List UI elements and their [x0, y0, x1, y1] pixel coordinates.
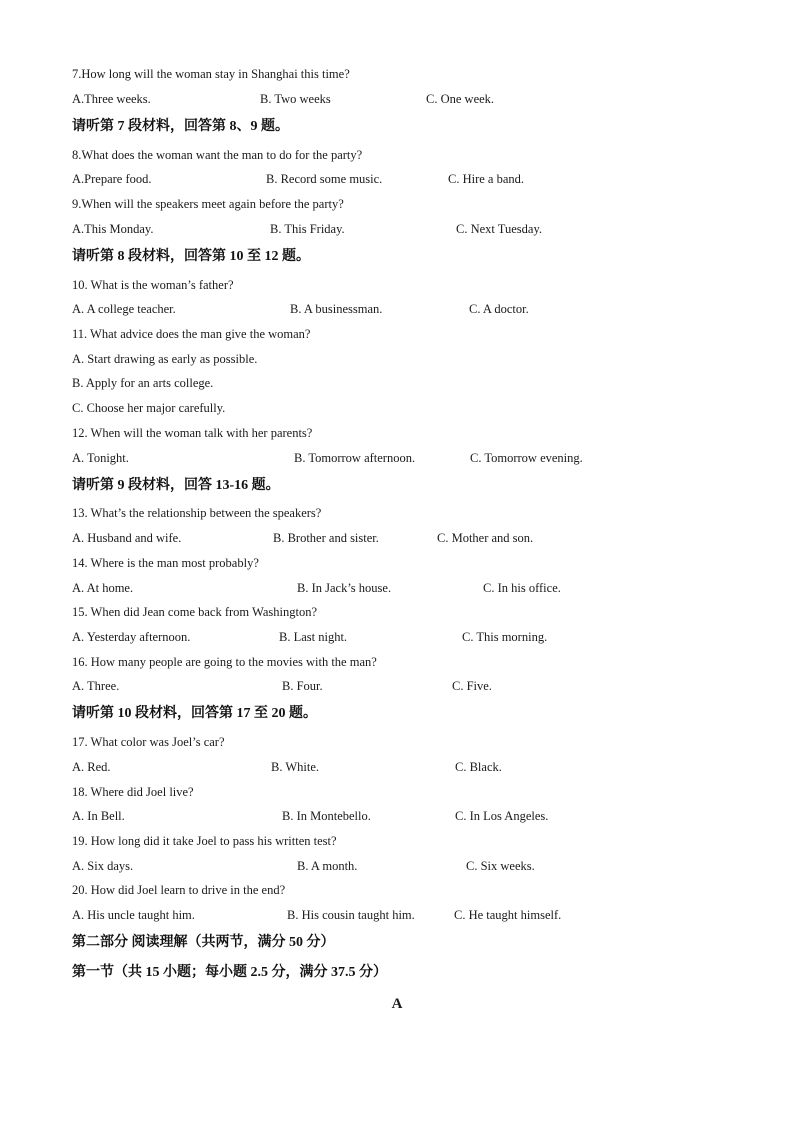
option-b: B. This Friday. [270, 222, 345, 236]
question-text: 13. What’s the relationship between the speakers? [72, 506, 322, 520]
option-a: A.Prepare food. [72, 172, 152, 186]
option-a: A. Three. [72, 679, 120, 693]
question-text: 8.What does the woman want the man to do for the party? [72, 148, 363, 162]
question-text: B. Apply for an arts college. [72, 376, 214, 390]
option-c: C. Mother and son. [437, 531, 534, 545]
option-b: B. Four. [282, 679, 323, 693]
option-a: A. In Bell. [72, 809, 125, 823]
section-heading: 请听第 8 段材料，回答第 10 至 12 题。 [72, 249, 310, 264]
option-a: A. At home. [72, 581, 134, 595]
option-a: A.This Monday. [72, 222, 154, 236]
option-c: C. He taught himself. [454, 908, 562, 922]
option-c: C. In his office. [483, 581, 561, 595]
option-b: B. Last night. [279, 630, 348, 644]
question-text: 10. What is the woman’s father? [72, 278, 234, 292]
question-text: 20. How did Joel learn to drive in the end? [72, 883, 286, 897]
option-c: C. Tomorrow evening. [470, 451, 583, 465]
option-b: B. A month. [297, 859, 358, 873]
option-c: C. One week. [426, 92, 495, 106]
option-b: B. His cousin taught him. [287, 908, 415, 922]
section-heading: 请听第 10 段材料，回答第 17 至 20 题。 [72, 706, 317, 721]
option-c: C. In Los Angeles. [455, 809, 549, 823]
option-c: C. This morning. [462, 630, 548, 644]
question-text: 7.How long will the woman stay in Shanghai this time? [72, 67, 350, 81]
option-c: C. Six weeks. [466, 859, 535, 873]
option-b: B. Tomorrow afternoon. [294, 451, 416, 465]
question-text: 11. What advice does the man give the woman? [72, 327, 311, 341]
section-heading: 请听第 7 段材料，回答第 8、9 题。 [72, 119, 289, 134]
section-heading: 第一节（共 15 小题；每小题 2.5 分，满分 37.5 分） [72, 965, 387, 980]
option-b: B. Record some music. [266, 172, 383, 186]
option-a: A. A college teacher. [72, 302, 176, 316]
question-text: 9.When will the speakers meet again before the party? [72, 197, 344, 211]
question-text: A. Start drawing as early as possible. [72, 352, 258, 366]
option-c: C. Next Tuesday. [456, 222, 543, 236]
option-a: A. Yesterday afternoon. [72, 630, 191, 644]
option-c: C. Five. [452, 679, 492, 693]
option-a: A. Husband and wife. [72, 531, 182, 545]
passage-label: A [391, 996, 403, 1012]
option-b: B. In Jack’s house. [297, 581, 392, 595]
option-a: A. Six days. [72, 859, 134, 873]
option-c: C. Hire a band. [448, 172, 525, 186]
section-heading: 第二部分 阅读理解（共两节，满分 50 分） [72, 935, 335, 950]
option-b: B. White. [271, 760, 320, 774]
question-text: 18. Where did Joel live? [72, 785, 194, 799]
question-text: 12. When will the woman talk with her parents? [72, 426, 313, 440]
option-c: C. Black. [455, 760, 502, 774]
section-heading: 请听第 9 段材料，回答 13-16 题。 [72, 478, 280, 493]
option-a: A. Red. [72, 760, 111, 774]
option-a: A. His uncle taught him. [72, 908, 195, 922]
question-text: 17. What color was Joel’s car? [72, 735, 225, 749]
option-b: B. Brother and sister. [273, 531, 379, 545]
option-a: A. Tonight. [72, 451, 129, 465]
question-text: 16. How many people are going to the movies with the man? [72, 655, 377, 669]
option-b: B. In Montebello. [282, 809, 371, 823]
question-text: 19. How long did it take Joel to pass his written test? [72, 834, 337, 848]
option-a: A.Three weeks. [72, 92, 151, 106]
option-b: B. Two weeks [260, 92, 331, 106]
question-text: C. Choose her major carefully. [72, 401, 226, 415]
question-text: 15. When did Jean come back from Washington? [72, 605, 317, 619]
option-c: C. A doctor. [469, 302, 529, 316]
question-text: 14. Where is the man most probably? [72, 556, 259, 570]
option-b: B. A businessman. [290, 302, 383, 316]
